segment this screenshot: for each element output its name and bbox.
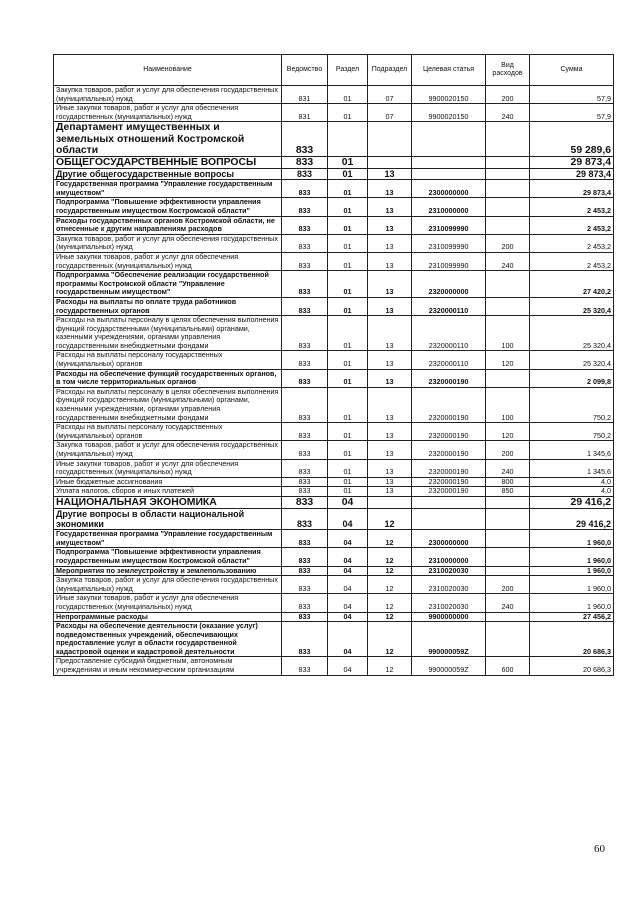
row-target-article: [412, 169, 486, 180]
row-podrazdel: 12: [368, 594, 412, 612]
row-sum: 20 686,3: [530, 622, 614, 657]
row-name: Расходы на обеспечение функций государственных органов, в том числе территориальных органов: [54, 369, 282, 387]
row-target-article: 2320000190: [412, 369, 486, 387]
table-row: [54, 86, 614, 104]
row-expense-type: 200: [486, 441, 530, 459]
row-podrazdel: 13: [368, 351, 412, 369]
row-target-article: [412, 509, 486, 530]
row-name: Иные закупки товаров, работ и услуг для обеспечения государственных (муниципальных) нужд: [54, 252, 282, 270]
row-sum: 57,9: [530, 86, 614, 104]
row-razdel: 04: [328, 657, 368, 675]
row-podrazdel: 12: [368, 612, 412, 622]
row-target-article: 2300000000: [412, 530, 486, 548]
table-row: [54, 487, 614, 497]
row-target-article: 2310020030: [412, 576, 486, 594]
table-row: [54, 387, 614, 422]
row-vedomstvo: 833: [282, 622, 328, 657]
row-razdel: 01: [328, 423, 368, 441]
row-vedomstvo: 833: [282, 548, 328, 566]
row-vedomstvo: 833: [282, 509, 328, 530]
row-target-article: 2320000190: [412, 387, 486, 422]
row-sum: 750,2: [530, 387, 614, 422]
row-target-article: [412, 122, 486, 157]
row-target-article: 2320000190: [412, 477, 486, 487]
row-vedomstvo: 833: [282, 271, 328, 298]
row-expense-type: [486, 198, 530, 216]
row-sum: 27 420,2: [530, 271, 614, 298]
row-name: Другие общегосударственные вопросы: [54, 169, 282, 180]
row-expense-type: [486, 369, 530, 387]
row-name: Непрограммные расходы: [54, 612, 282, 622]
row-target-article: 9900020150: [412, 86, 486, 104]
row-name: Иные закупки товаров, работ и услуг для обеспечения государственных (муниципальных) нужд: [54, 104, 282, 122]
row-vedomstvo: 833: [282, 477, 328, 487]
row-expense-type: [486, 271, 530, 298]
row-name: Подпрограмма "Повышение эффективности управления государственным имуществом Костромской области": [54, 548, 282, 566]
row-vedomstvo: 833: [282, 487, 328, 497]
row-expense-type: [486, 622, 530, 657]
row-razdel: 04: [328, 530, 368, 548]
row-target-article: [412, 496, 486, 508]
row-expense-type: [486, 297, 530, 315]
row-razdel: 01: [328, 487, 368, 497]
row-expense-type: 120: [486, 351, 530, 369]
row-podrazdel: 12: [368, 530, 412, 548]
row-vedomstvo: 833: [282, 369, 328, 387]
row-target-article: 2320000190: [412, 459, 486, 477]
row-razdel: 04: [328, 566, 368, 576]
row-expense-type: 240: [486, 459, 530, 477]
row-name: Закупка товаров, работ и услуг для обеспечения государственных (муниципальных) нужд: [54, 441, 282, 459]
row-podrazdel: 12: [368, 576, 412, 594]
row-sum: 57,9: [530, 104, 614, 122]
row-sum: 59 289,6: [530, 122, 614, 157]
row-name: Расходы на выплаты персоналу государственных (муниципальных) органов: [54, 423, 282, 441]
row-name: Расходы на выплаты персоналу в целях обеспечения выполнения функций государственными (муниципальными) органами, казенными учреждениями, органами управления государственными внебюджетными фондами: [54, 387, 282, 422]
row-razdel: 01: [328, 216, 368, 234]
table-row: [54, 351, 614, 369]
row-podrazdel: 13: [368, 441, 412, 459]
table-row: [54, 297, 614, 315]
row-target-article: 2310020030: [412, 594, 486, 612]
row-razdel: 01: [328, 198, 368, 216]
row-podrazdel: 13: [368, 423, 412, 441]
row-razdel: 01: [328, 477, 368, 487]
table-row: [54, 594, 614, 612]
row-expense-type: [486, 496, 530, 508]
row-target-article: 2310099990: [412, 216, 486, 234]
row-vedomstvo: 833: [282, 297, 328, 315]
row-vedomstvo: 833: [282, 530, 328, 548]
row-vedomstvo: 833: [282, 156, 328, 168]
row-expense-type: [486, 530, 530, 548]
row-target-article: 2310099990: [412, 252, 486, 270]
row-sum: 1 960,0: [530, 576, 614, 594]
table-row: [54, 477, 614, 487]
row-target-article: 990000059Z: [412, 657, 486, 675]
row-razdel: 04: [328, 509, 368, 530]
row-podrazdel: 13: [368, 316, 412, 351]
table-row: [54, 548, 614, 566]
table-row: [54, 271, 614, 298]
row-razdel: 01: [328, 297, 368, 315]
row-vedomstvo: 833: [282, 657, 328, 675]
row-podrazdel: 13: [368, 487, 412, 497]
row-sum: 750,2: [530, 423, 614, 441]
row-name: Иные закупки товаров, работ и услуг для обеспечения государственных (муниципальных) нужд: [54, 459, 282, 477]
table-row: [54, 622, 614, 657]
row-vedomstvo: 833: [282, 594, 328, 612]
row-expense-type: 600: [486, 657, 530, 675]
row-razdel: [328, 122, 368, 157]
table-body: [54, 86, 614, 676]
row-sum: 2 453,2: [530, 216, 614, 234]
row-razdel: 04: [328, 612, 368, 622]
row-name: Государственная программа "Управление государственным имуществом": [54, 530, 282, 548]
row-sum: 1 960,0: [530, 594, 614, 612]
row-vedomstvo: 833: [282, 169, 328, 180]
table-row: [54, 566, 614, 576]
row-razdel: 01: [328, 316, 368, 351]
row-razdel: 04: [328, 576, 368, 594]
row-podrazdel: 12: [368, 566, 412, 576]
row-vedomstvo: 833: [282, 387, 328, 422]
row-target-article: 2320000110: [412, 351, 486, 369]
row-vedomstvo: 833: [282, 496, 328, 508]
row-podrazdel: 13: [368, 387, 412, 422]
row-target-article: 2320000110: [412, 316, 486, 351]
row-vedomstvo: 833: [282, 252, 328, 270]
header-podrazdel: Подраздел: [368, 55, 412, 86]
row-razdel: 01: [328, 351, 368, 369]
row-sum: 29 873,4: [530, 169, 614, 180]
row-sum: 20 686,3: [530, 657, 614, 675]
table-row: [54, 198, 614, 216]
row-sum: 4,0: [530, 487, 614, 497]
row-name: Подпрограмма "Повышение эффективности управления государственным имуществом Костромской области": [54, 198, 282, 216]
row-expense-type: [486, 548, 530, 566]
row-razdel: 04: [328, 496, 368, 508]
header-vedomstvo: Ведомство: [282, 55, 328, 86]
row-razdel: 01: [328, 156, 368, 168]
table-row: [54, 441, 614, 459]
row-razdel: 01: [328, 104, 368, 122]
row-sum: 1 345,6: [530, 459, 614, 477]
row-vedomstvo: 833: [282, 459, 328, 477]
row-target-article: 2310000000: [412, 198, 486, 216]
table-row: [54, 180, 614, 198]
row-target-article: 2320000000: [412, 271, 486, 298]
row-vedomstvo: 831: [282, 86, 328, 104]
row-razdel: 01: [328, 387, 368, 422]
row-podrazdel: 07: [368, 104, 412, 122]
row-podrazdel: 13: [368, 216, 412, 234]
row-expense-type: 850: [486, 487, 530, 497]
row-name: Закупка товаров, работ и услуг для обеспечения государственных (муниципальных) нужд: [54, 86, 282, 104]
row-expense-type: 200: [486, 576, 530, 594]
row-target-article: 2320000190: [412, 487, 486, 497]
row-expense-type: [486, 216, 530, 234]
row-name: Предоставление субсидий бюджетным, автономным учреждениям и иным некоммерческим организациям: [54, 657, 282, 675]
row-razdel: 04: [328, 622, 368, 657]
table-row: [54, 104, 614, 122]
table-row: [54, 423, 614, 441]
row-podrazdel: 12: [368, 548, 412, 566]
row-target-article: 990000059Z: [412, 622, 486, 657]
row-expense-type: 240: [486, 252, 530, 270]
table-row: [54, 496, 614, 508]
row-razdel: 04: [328, 548, 368, 566]
row-podrazdel: 13: [368, 271, 412, 298]
row-expense-type: 100: [486, 316, 530, 351]
row-podrazdel: [368, 156, 412, 168]
row-sum: 25 320,4: [530, 316, 614, 351]
row-sum: 25 320,4: [530, 297, 614, 315]
row-name: Закупка товаров, работ и услуг для обеспечения государственных (муниципальных) нужд: [54, 234, 282, 252]
budget-table: [53, 54, 614, 676]
row-podrazdel: 12: [368, 509, 412, 530]
row-razdel: 01: [328, 169, 368, 180]
row-name: Закупка товаров, работ и услуг для обеспечения государственных (муниципальных) нужд: [54, 576, 282, 594]
row-vedomstvo: 833: [282, 234, 328, 252]
row-vedomstvo: 833: [282, 351, 328, 369]
row-podrazdel: [368, 122, 412, 157]
budget-table-container: [53, 54, 613, 676]
row-target-article: 2310099990: [412, 234, 486, 252]
row-expense-type: [486, 169, 530, 180]
row-target-article: 2310000000: [412, 548, 486, 566]
row-name: Иные закупки товаров, работ и услуг для обеспечения государственных (муниципальных) нужд: [54, 594, 282, 612]
row-target-article: 2320000110: [412, 297, 486, 315]
row-name: Расходы на выплаты персоналу в целях обеспечения выполнения функций государственными (муниципальными) органами, казенными учреждениями, органами управления государственными внебюджетными фондами: [54, 316, 282, 351]
table-row: [54, 169, 614, 180]
row-name: Расходы государственных органов Костромской области, не отнесенные к другим направлениям расходов: [54, 216, 282, 234]
row-podrazdel: 13: [368, 198, 412, 216]
row-expense-type: [486, 509, 530, 530]
row-podrazdel: 12: [368, 657, 412, 675]
row-razdel: 01: [328, 441, 368, 459]
row-name: Уплата налогов, сборов и иных платежей: [54, 487, 282, 497]
row-expense-type: 120: [486, 423, 530, 441]
row-sum: 29 873,4: [530, 180, 614, 198]
table-header-row: [54, 55, 614, 86]
row-name: Другие вопросы в области национальной экономики: [54, 509, 282, 530]
row-vedomstvo: 833: [282, 216, 328, 234]
row-expense-type: 240: [486, 104, 530, 122]
table-row: [54, 156, 614, 168]
header-name: Наименование: [54, 55, 282, 86]
row-expense-type: [486, 180, 530, 198]
row-sum: 29 416,2: [530, 496, 614, 508]
row-name: Расходы на выплаты персоналу государственных (муниципальных) органов: [54, 351, 282, 369]
row-razdel: 01: [328, 271, 368, 298]
row-podrazdel: 13: [368, 234, 412, 252]
row-sum: 2 099,8: [530, 369, 614, 387]
header-target-article: Целевая статья: [412, 55, 486, 86]
table-row: [54, 122, 614, 157]
row-expense-type: [486, 156, 530, 168]
row-podrazdel: 13: [368, 180, 412, 198]
table-row: [54, 657, 614, 675]
table-row: [54, 576, 614, 594]
row-expense-type: [486, 566, 530, 576]
row-vedomstvo: 833: [282, 612, 328, 622]
row-sum: 2 453,2: [530, 252, 614, 270]
row-target-article: 2300000000: [412, 180, 486, 198]
row-podrazdel: 13: [368, 369, 412, 387]
row-name: Расходы на выплаты по оплате труда работников государственных органов: [54, 297, 282, 315]
row-razdel: 01: [328, 234, 368, 252]
row-razdel: 04: [328, 594, 368, 612]
table-row: [54, 369, 614, 387]
row-target-article: 9900020150: [412, 104, 486, 122]
row-sum: 2 453,2: [530, 234, 614, 252]
row-podrazdel: 13: [368, 169, 412, 180]
row-vedomstvo: 833: [282, 423, 328, 441]
row-podrazdel: 07: [368, 86, 412, 104]
row-vedomstvo: 833: [282, 576, 328, 594]
table-row: [54, 459, 614, 477]
row-name: Государственная программа "Управление государственным имуществом": [54, 180, 282, 198]
row-sum: 29 416,2: [530, 509, 614, 530]
row-sum: 2 453,2: [530, 198, 614, 216]
row-razdel: 01: [328, 459, 368, 477]
table-row: [54, 612, 614, 622]
row-vedomstvo: 833: [282, 180, 328, 198]
row-vedomstvo: 833: [282, 441, 328, 459]
table-row: [54, 216, 614, 234]
row-podrazdel: 13: [368, 477, 412, 487]
row-name: НАЦИОНАЛЬНАЯ ЭКОНОМИКА: [54, 496, 282, 508]
row-name: Департамент имущественных и земельных отношений Костромской области: [54, 122, 282, 157]
table-row: [54, 252, 614, 270]
row-expense-type: [486, 122, 530, 157]
row-razdel: 01: [328, 86, 368, 104]
row-podrazdel: 12: [368, 622, 412, 657]
header-razdel: Раздел: [328, 55, 368, 86]
row-vedomstvo: 833: [282, 566, 328, 576]
table-row: [54, 509, 614, 530]
row-name: Мероприятия по землеустройству и землепользованию: [54, 566, 282, 576]
row-expense-type: 200: [486, 234, 530, 252]
row-vedomstvo: 833: [282, 198, 328, 216]
row-sum: 1 960,0: [530, 548, 614, 566]
header-expense-type: Вид расходов: [486, 55, 530, 86]
row-sum: 1 345,6: [530, 441, 614, 459]
row-expense-type: 240: [486, 594, 530, 612]
row-expense-type: 800: [486, 477, 530, 487]
row-razdel: 01: [328, 180, 368, 198]
row-sum: 25 320,4: [530, 351, 614, 369]
table-row: [54, 530, 614, 548]
row-target-article: [412, 156, 486, 168]
table-row: [54, 234, 614, 252]
row-name: Расходы на обеспечение деятельности (оказание услуг) подведомственных учреждений, обеспечивающих предоставление услуг в области государственной кадастровой оценки и кадастровой деятельности: [54, 622, 282, 657]
row-name: Иные бюджетные ассигнования: [54, 477, 282, 487]
row-sum: 27 456,2: [530, 612, 614, 622]
row-target-article: 9900000000: [412, 612, 486, 622]
row-target-article: 2320000190: [412, 423, 486, 441]
row-vedomstvo: 833: [282, 122, 328, 157]
row-podrazdel: 13: [368, 297, 412, 315]
row-target-article: 2320000190: [412, 441, 486, 459]
row-expense-type: 100: [486, 387, 530, 422]
page-number: 60: [594, 843, 605, 855]
row-podrazdel: 13: [368, 459, 412, 477]
row-vedomstvo: 831: [282, 104, 328, 122]
row-name: ОБЩЕГОСУДАРСТВЕННЫЕ ВОПРОСЫ: [54, 156, 282, 168]
row-sum: 1 960,0: [530, 566, 614, 576]
row-expense-type: [486, 612, 530, 622]
header-sum: Сумма: [530, 55, 614, 86]
row-sum: 1 960,0: [530, 530, 614, 548]
row-expense-type: 200: [486, 86, 530, 104]
row-sum: 4,0: [530, 477, 614, 487]
row-podrazdel: 13: [368, 252, 412, 270]
row-razdel: 01: [328, 252, 368, 270]
row-podrazdel: [368, 496, 412, 508]
row-target-article: 2310020030: [412, 566, 486, 576]
row-sum: 29 873,4: [530, 156, 614, 168]
table-row: [54, 316, 614, 351]
row-vedomstvo: 833: [282, 316, 328, 351]
row-razdel: 01: [328, 369, 368, 387]
row-name: Подпрограмма "Обеспечение реализации государственной программы Костромской области "Управление государственным имуществом": [54, 271, 282, 298]
